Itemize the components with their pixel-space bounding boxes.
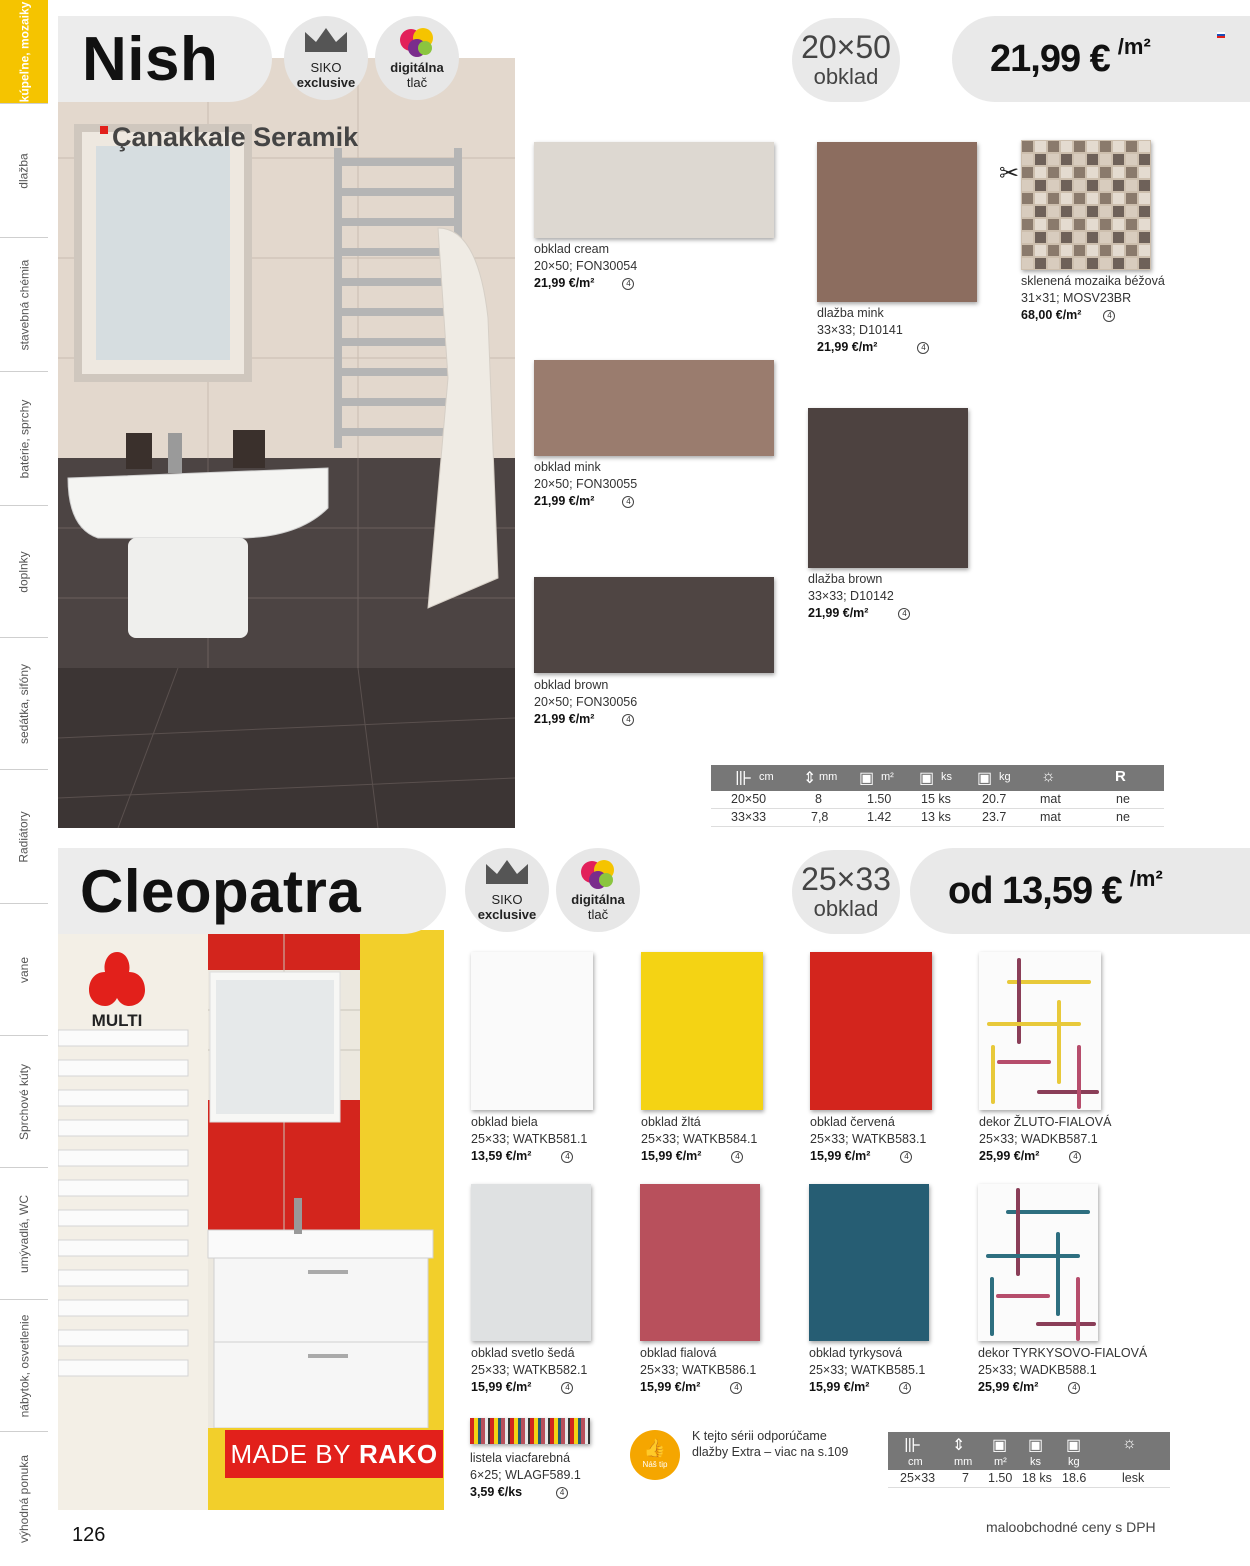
spec-row: 20×50 8 1.50 15 ks 20.7 mat ne	[711, 791, 1164, 809]
thickness-icon: ⇕	[952, 1437, 966, 1454]
spec-info-icon: 4	[622, 278, 634, 290]
nish-spec-table	[711, 765, 1164, 827]
nish-product-mink: obklad mink 20×50; FON30055 21,99 €/m² 4	[534, 460, 638, 508]
sidebar-tab-baterie[interactable]: batérie, sprchy	[0, 372, 48, 506]
spec-info-icon: 4	[622, 714, 634, 726]
spec-info-icon: 4	[561, 1382, 573, 1394]
crown-icon	[484, 858, 530, 886]
box-pieces-icon: ▣	[919, 770, 935, 787]
spec-info-icon: 4	[898, 608, 910, 620]
sidebar-tab-doplnky[interactable]: doplnky	[0, 506, 48, 638]
size-icon: ⊪	[735, 768, 753, 790]
brand-square-icon	[100, 126, 108, 134]
antislip-r-icon: R	[1115, 768, 1126, 785]
cleo-tile-dekor-zluto-fialova	[979, 952, 1101, 1110]
cleo-tile-tyrkysova	[809, 1184, 929, 1341]
cleo-product-dekor-zluto-fialova: dekor ŽLUTO-FIALOVÁ 25×33; WADKB587.1 25,99 €/m² 4	[979, 1115, 1112, 1163]
sidebar-tab-sprchove-kuty[interactable]: Sprchové kúty	[0, 1036, 48, 1168]
color-dots-icon	[576, 856, 620, 892]
cleopatra-size-pill: 25×33 obklad	[792, 850, 900, 934]
sidebar-tab-sedatka[interactable]: sedátka, sifóny	[0, 638, 48, 770]
cleo-tile-fialova	[640, 1184, 760, 1341]
thumbs-up-icon: 👍	[643, 1438, 667, 1458]
nish-tile-dlazba-brown	[808, 408, 968, 568]
sidebar-tab-nabytok[interactable]: nábytok, osvetlenie	[0, 1300, 48, 1432]
cleo-tile-svetlo-seda	[471, 1184, 591, 1341]
scissors-icon: ✂	[999, 160, 1020, 187]
cleo-product-dekor-tyrkysovo-fialova: dekor TYRKYSOVO-FIALOVÁ 25×33; WADKB588.1 25,99 €/m² 4	[978, 1346, 1148, 1394]
cleopatra-spec-table	[888, 1432, 1170, 1488]
box-weight-icon: ▣	[1066, 1437, 1082, 1454]
spec-info-icon: 4	[731, 1151, 743, 1163]
spec-info-icon: 4	[917, 342, 929, 354]
box-area-icon: ▣	[859, 770, 875, 787]
crown-icon	[303, 26, 349, 54]
cleo-product-fialova: obklad fialová 25×33; WATKB586.1 15,99 €/m² 4	[640, 1346, 757, 1394]
spec-info-icon: 4	[899, 1382, 911, 1394]
nish-price-pill: 21,99 € /m²	[952, 16, 1250, 102]
cleo-product-listela: listela viacfarebná 6×25; WLAGF589.1 3,59 €/ks 4	[470, 1451, 581, 1499]
category-sidebar	[0, 0, 48, 1566]
multi-logo: MULTI	[84, 950, 150, 1031]
nas-tip-badge: 👍 Náš tip	[630, 1430, 680, 1480]
sidebar-tab-vane[interactable]: vane	[0, 904, 48, 1036]
cleopatra-digital-print-badge: digitálna tlač	[556, 848, 640, 932]
cleopatra-title-pill	[58, 848, 446, 934]
cleo-tile-zlta	[641, 952, 763, 1110]
spec-info-icon: 4	[900, 1151, 912, 1163]
nish-product-brown: obklad brown 20×50; FON30056 21,99 €/m² 4	[534, 678, 638, 726]
multi-logo-icon	[87, 950, 147, 1008]
box-weight-icon: ▣	[977, 770, 993, 787]
cleo-tile-listela	[470, 1418, 590, 1444]
price-note: maloobchodné ceny s DPH	[986, 1519, 1156, 1535]
size-icon: ⊪	[904, 1435, 922, 1457]
nish-product-dlazba-brown: dlažba brown 33×33; D10142 21,99 €/m² 4	[808, 571, 910, 622]
spec-header: ⊪ cm ⇕ mm ▣ m² ▣ ks ▣ kg ☼ R	[711, 765, 1164, 791]
nish-brand-logo: Çanakkale Seramik	[100, 122, 358, 153]
spec-info-icon: 4	[730, 1382, 742, 1394]
made-by-rako-banner: MADE BY RAKO	[225, 1430, 443, 1478]
spec-info-icon: 4	[561, 1151, 573, 1163]
surface-finish-icon: ☼	[1122, 1435, 1137, 1452]
cleo-tile-dekor-tyrkysovo-fialova	[978, 1184, 1098, 1341]
cleo-product-svetlo-seda: obklad svetlo šedá 25×33; WATKB582.1 15,99 €/m² 4	[471, 1346, 588, 1394]
nish-product-mozaika: sklenená mozaika béžová 31×31; MOSV23BR 68,00 €/m² 4	[1021, 274, 1165, 322]
color-dots-icon	[395, 24, 439, 60]
spec-info-icon: 4	[556, 1487, 568, 1499]
nish-tile-brown	[534, 577, 774, 673]
spec-info-icon: 4	[1068, 1382, 1080, 1394]
spec-header: ⊪ cm ⇕ mm ▣ m² ▣ ks ▣ kg ☼	[888, 1432, 1170, 1470]
spec-row: 25×33 7 1.50 18 ks 18.6 lesk	[888, 1470, 1170, 1488]
cleopatra-price-pill: od 13,59 € /m²	[910, 848, 1250, 934]
nish-tile-cream	[534, 142, 774, 238]
nish-product-cream: obklad cream 20×50; FON30054 21,99 €/m² 4	[534, 242, 638, 290]
spec-info-icon: 4	[1103, 310, 1115, 322]
sidebar-tab-vyhodna-ponuka[interactable]: výhodná ponuka	[17, 1454, 32, 1544]
nish-tile-dlazba-mink	[817, 142, 977, 302]
cleo-product-biela: obklad biela 25×33; WATKB581.1 13,59 €/m² 4	[471, 1115, 588, 1163]
tip-recommendation: K tejto sérii odporúčame dlažby Extra – viac na s.109	[692, 1429, 849, 1459]
nish-title: Nish	[82, 24, 219, 94]
nish-tile-mozaika	[1021, 140, 1151, 270]
box-pieces-icon: ▣	[1028, 1437, 1044, 1454]
sidebar-tab-chemia[interactable]: stavebná chémia	[0, 238, 48, 372]
nish-product-dlazba-mink: dlažba mink 33×33; D10141 21,99 €/m² 4	[817, 305, 929, 356]
sidebar-tab-dlazba[interactable]: dlažba	[0, 104, 48, 238]
cleopatra-title: Cleopatra	[80, 857, 362, 925]
sidebar-divider	[48, 0, 58, 1566]
cleo-product-cervena: obklad červená 25×33; WATKB583.1 15,99 €/m² 4	[810, 1115, 927, 1163]
cleo-tile-cervena	[810, 952, 932, 1110]
nish-digital-print-badge: digitálna tlač	[375, 16, 459, 100]
nish-size-pill: 20×50 obklad	[792, 18, 900, 102]
sidebar-tab-radiatory[interactable]: Radiátory	[0, 770, 48, 904]
decor-pattern	[979, 952, 1101, 1110]
spec-row: 33×33 7,8 1.42 13 ks 23.7 mat ne	[711, 809, 1164, 827]
cleo-tile-biela	[471, 952, 593, 1110]
nish-title-pill	[58, 16, 272, 102]
spec-info-icon: 4	[1069, 1151, 1081, 1163]
spec-info-icon: 4	[622, 496, 634, 508]
page-number: 126	[72, 1524, 106, 1546]
nish-tile-mink	[534, 360, 774, 456]
sidebar-tab-kupelne[interactable]: kúpeľne, mozaiky	[0, 0, 48, 104]
flag-icon	[1217, 32, 1225, 38]
thickness-icon: ⇕	[803, 770, 817, 787]
cleo-product-zlta: obklad žltá 25×33; WATKB584.1 15,99 €/m² 4	[641, 1115, 758, 1163]
box-area-icon: ▣	[992, 1437, 1008, 1454]
mosaic-pattern	[1021, 140, 1151, 270]
nish-siko-exclusive-badge: SIKO exclusive	[284, 16, 368, 100]
surface-finish-icon: ☼	[1041, 768, 1056, 785]
decor-pattern	[978, 1184, 1098, 1341]
nish-bathroom-photo	[58, 58, 515, 828]
cleo-product-tyrkysova: obklad tyrkysová 25×33; WATKB585.1 15,99 €/m² 4	[809, 1346, 926, 1394]
cleopatra-siko-exclusive-badge: SIKO exclusive	[465, 848, 549, 932]
sidebar-tab-umyvadla[interactable]: umývadlá, WC	[0, 1168, 48, 1300]
